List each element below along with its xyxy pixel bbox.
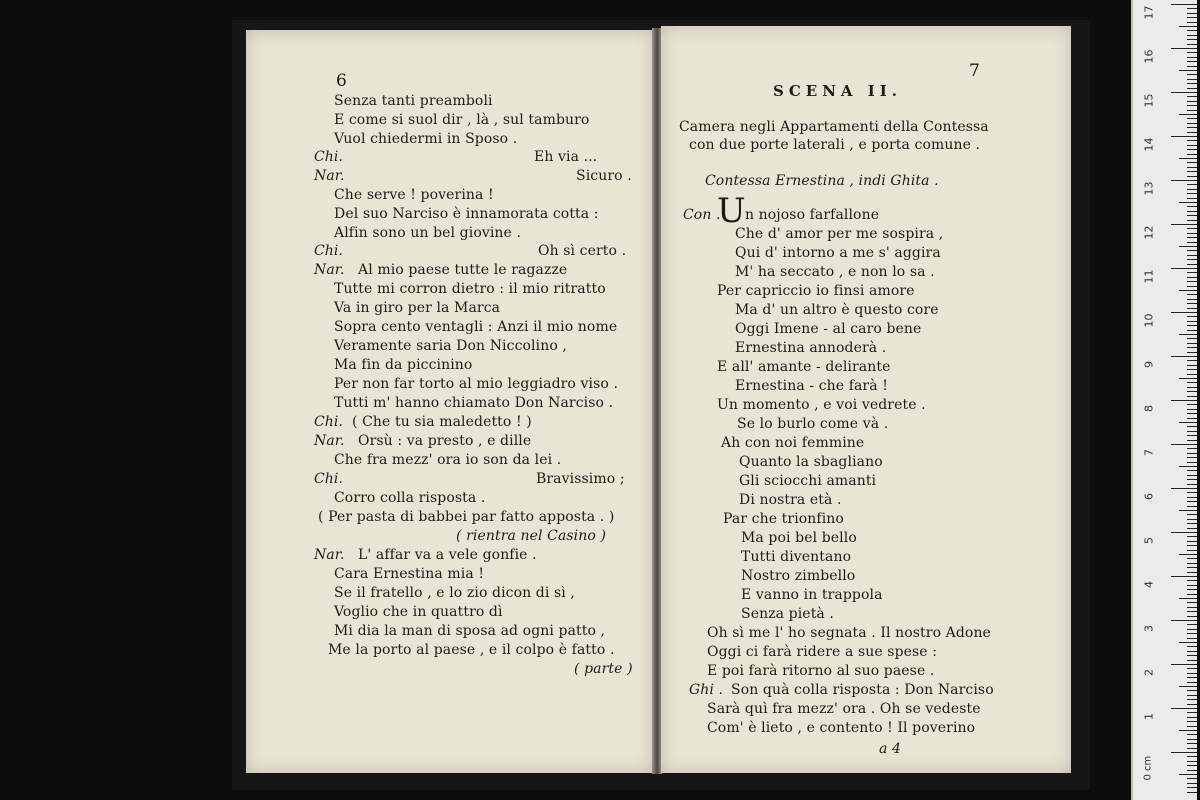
ruler-tick — [1187, 497, 1197, 498]
ruler-tick — [1187, 242, 1197, 243]
ruler-tick — [1187, 127, 1197, 128]
text-line: Senza pietà . — [741, 606, 834, 622]
ruler-tick — [1171, 532, 1197, 533]
ruler-tick — [1187, 770, 1197, 771]
ruler-tick — [1187, 528, 1197, 529]
ruler-tick — [1171, 488, 1197, 489]
ruler-tick — [1187, 303, 1197, 304]
ruler-number: 11 — [1142, 269, 1156, 284]
ruler-tick — [1187, 162, 1197, 163]
text-line: Se il fratello , e lo zio dicon di sì , — [334, 585, 575, 601]
speaker-label: Chi. — [314, 149, 344, 165]
ruler-tick — [1187, 440, 1197, 441]
ruler-number: 10 — [1142, 313, 1156, 328]
ruler-tick — [1187, 475, 1197, 476]
ruler-tick — [1187, 101, 1197, 102]
ruler-tick — [1187, 756, 1197, 757]
ruler-tick — [1187, 712, 1197, 713]
ruler-tick — [1187, 783, 1197, 784]
text-line: n nojoso farfallone — [745, 207, 880, 223]
ruler-tick — [1187, 96, 1197, 97]
speaker-label: Chi. — [314, 243, 344, 259]
signature-mark: a 4 — [879, 741, 902, 757]
text-line: Che serve ! poverina ! — [334, 187, 494, 203]
ruler-tick — [1187, 365, 1197, 366]
ruler-tick — [1187, 611, 1197, 612]
ruler-tick — [1187, 387, 1197, 388]
ruler-tick — [1171, 180, 1197, 181]
ruler-tick — [1187, 321, 1197, 322]
ruler-tick — [1179, 466, 1197, 467]
text-line: Del suo Narciso è innamorata cotta : — [334, 206, 599, 222]
ruler-tick — [1187, 52, 1197, 53]
ruler-tick — [1179, 686, 1197, 687]
ruler-tick — [1187, 761, 1197, 762]
ruler-number: 17 — [1142, 5, 1156, 20]
ruler-tick — [1187, 272, 1197, 273]
text-line: Ah con noi femmine — [721, 435, 865, 451]
text-line: Per capriccio io finsi amore — [717, 283, 915, 299]
ruler-tick — [1187, 514, 1197, 515]
speaker-label: Nar. — [314, 433, 345, 449]
ruler-tick — [1187, 13, 1197, 14]
ruler-tick — [1187, 281, 1197, 282]
ruler-tick — [1171, 268, 1197, 269]
text-line: Qui d' intorno a me s' aggira — [735, 245, 941, 261]
text-line: Vuol chiedermi in Sposo . — [334, 131, 518, 147]
ruler-tick — [1171, 48, 1197, 49]
ruler-tick — [1171, 356, 1197, 357]
ruler-tick — [1187, 633, 1197, 634]
text-line: Va in giro per la Marca — [334, 300, 501, 316]
text-line: Che d' amor per me sospira , — [735, 226, 944, 242]
character-list: Contessa Ernestina , indi Ghita . — [705, 173, 939, 189]
ruler-tick — [1187, 743, 1197, 744]
text-line: Tutti diventano — [741, 549, 852, 565]
ruler-tick — [1187, 39, 1197, 40]
text-line: Gli sciocchi amanti — [739, 473, 877, 489]
text-line: Com' è lieto , e contento ! Il poverino — [707, 720, 976, 736]
text-line: Voglio che in quattro dì — [334, 604, 503, 620]
text-line: Al mio paese tutte le ragazze — [358, 262, 568, 278]
page-number: 7 — [969, 61, 980, 81]
ruler-tick — [1187, 369, 1197, 370]
ruler-tick — [1187, 396, 1197, 397]
ruler-tick — [1187, 792, 1197, 793]
ruler-tick — [1187, 83, 1197, 84]
ruler-tick — [1187, 572, 1197, 573]
ruler-tick — [1187, 391, 1197, 392]
text-line: Cara Ernestina mia ! — [334, 566, 485, 582]
speaker-label: Nar. — [314, 168, 345, 184]
text-line: Oggi Imene - al caro bene — [735, 321, 922, 337]
ruler-tick — [1187, 132, 1197, 133]
ruler-tick — [1171, 312, 1197, 313]
ruler-number: 6 — [1142, 493, 1156, 500]
ruler-tick — [1187, 79, 1197, 80]
ruler-tick — [1187, 448, 1197, 449]
ruler-tick — [1187, 154, 1197, 155]
ruler-tick — [1187, 259, 1197, 260]
text-line: Che fra mezz' ora io son da lei . — [334, 452, 562, 468]
ruler-tick — [1187, 704, 1197, 705]
text-line: Corro colla risposta . — [334, 490, 486, 506]
ruler-tick — [1171, 708, 1197, 709]
ruler-tick — [1187, 17, 1197, 18]
ruler-tick — [1187, 233, 1197, 234]
ruler-tick — [1179, 246, 1197, 247]
ruler-tick — [1179, 26, 1197, 27]
ruler-tick — [1179, 642, 1197, 643]
speaker-label: Nar. — [314, 262, 345, 278]
ruler-tick — [1187, 580, 1197, 581]
ruler-tick — [1187, 413, 1197, 414]
stage-direction: con due porte laterali , e porta comune . — [689, 137, 981, 153]
ruler-tick — [1187, 585, 1197, 586]
ruler-tick — [1187, 717, 1197, 718]
ruler-tick — [1187, 787, 1197, 788]
ruler-tick — [1187, 294, 1197, 295]
text-line: Bravissimo ; — [536, 471, 625, 487]
stage-direction: ( rientra nel Casino ) — [456, 528, 607, 544]
ruler-tick — [1187, 550, 1197, 551]
ruler-tick — [1187, 721, 1197, 722]
ruler-tick — [1187, 250, 1197, 251]
text-line: Mi dia la man di sposa ad ogni patto , — [334, 623, 606, 639]
ruler-tick — [1179, 114, 1197, 115]
speaker-label: Ghi . — [689, 682, 724, 698]
ruler-tick — [1187, 198, 1197, 199]
ruler-tick — [1179, 70, 1197, 71]
text-line: Sicuro . — [576, 168, 632, 184]
ruler-tick — [1187, 44, 1197, 45]
text-line: Oh sì certo . — [538, 243, 627, 259]
ruler-number: 8 — [1142, 405, 1156, 412]
ruler-number: 9 — [1142, 361, 1156, 368]
ruler-tick — [1187, 765, 1197, 766]
ruler-tick — [1179, 730, 1197, 731]
text-line: E vanno in trappola — [741, 587, 883, 603]
ruler-tick — [1187, 594, 1197, 595]
text-line: M' ha seccato , e non lo sa . — [735, 264, 935, 280]
text-line: Par che trionfino — [723, 511, 844, 527]
page-number: 6 — [336, 71, 347, 91]
ruler-tick — [1187, 189, 1197, 190]
text-line: Per non far torto al mio leggiadro viso . — [334, 376, 619, 392]
text-line: Oh sì me l' ho segnata . Il nostro Adone — [707, 625, 991, 641]
ruler-tick — [1187, 602, 1197, 603]
ruler-number: 5 — [1142, 537, 1156, 544]
ruler-tick — [1187, 255, 1197, 256]
speaker-label: Con . — [683, 207, 721, 223]
ruler-tick — [1187, 484, 1197, 485]
text-line: Ma d' un altro è questo core — [735, 302, 939, 318]
ruler-tick — [1187, 237, 1197, 238]
ruler-number: 1 — [1142, 713, 1156, 720]
ruler-tick — [1171, 400, 1197, 401]
scene-title: SCENA II. — [773, 82, 903, 100]
text-line: Oggi ci farà ridere a sue spese : — [707, 644, 938, 660]
ruler-tick — [1187, 382, 1197, 383]
ruler-tick — [1187, 523, 1197, 524]
text-line: Se lo burlo come và . — [737, 416, 889, 432]
ruler-tick — [1187, 519, 1197, 520]
ruler-tick — [1187, 638, 1197, 639]
ruler-tick — [1187, 35, 1197, 36]
speaker-label: Chi. — [314, 471, 344, 487]
ruler-tick — [1187, 8, 1197, 9]
text-line: Quanto la sbagliano — [739, 454, 883, 470]
ruler-tick — [1187, 695, 1197, 696]
text-line: Senza tanti preamboli — [334, 93, 493, 109]
ruler-tick — [1187, 167, 1197, 168]
ruler-tick — [1187, 215, 1197, 216]
ruler-tick — [1187, 673, 1197, 674]
ruler-tick — [1187, 409, 1197, 410]
ruler-tick — [1187, 558, 1197, 559]
ruler-tick — [1187, 206, 1197, 207]
ruler-tick — [1187, 646, 1197, 647]
ruler-tick — [1187, 110, 1197, 111]
ruler-tick — [1187, 277, 1197, 278]
left-page — [246, 30, 653, 773]
speaker-label: Nar. — [314, 547, 345, 563]
ruler-tick — [1187, 184, 1197, 185]
ruler-tick — [1179, 774, 1197, 775]
ruler-tick — [1187, 431, 1197, 432]
ruler-number: 15 — [1142, 93, 1156, 108]
ruler-tick — [1187, 748, 1197, 749]
text-line: Nostro zimbello — [741, 568, 856, 584]
ruler-tick — [1187, 567, 1197, 568]
text-line: Son quà colla risposta : Don Narciso — [731, 682, 994, 698]
ruler-tick — [1187, 88, 1197, 89]
ruler-tick — [1179, 378, 1197, 379]
ruler-number: 12 — [1142, 225, 1156, 240]
text-line: Un momento , e voi vedrete . — [717, 397, 926, 413]
text-line: Eh via ... — [534, 149, 598, 165]
ruler-tick — [1187, 220, 1197, 221]
ruler-number: 2 — [1142, 669, 1156, 676]
ruler-number: 7 — [1142, 449, 1156, 456]
ruler-tick — [1187, 739, 1197, 740]
ruler-tick — [1187, 435, 1197, 436]
ruler-tick — [1187, 352, 1197, 353]
ruler-tick — [1187, 347, 1197, 348]
ruler-tick — [1187, 734, 1197, 735]
stage-direction: ( parte ) — [574, 661, 633, 677]
ruler-tick — [1171, 576, 1197, 577]
ruler-tick — [1187, 589, 1197, 590]
ruler-tick — [1187, 616, 1197, 617]
ruler-tick — [1187, 74, 1197, 75]
text-line: L' affar va a vele gonfie . — [358, 547, 537, 563]
ruler-tick — [1187, 57, 1197, 58]
ruler-unit: 0 cm — [1142, 755, 1154, 781]
ruler-tick — [1179, 422, 1197, 423]
ruler-tick — [1187, 690, 1197, 691]
text-line: Veramente saria Don Niccolino , — [334, 338, 567, 354]
speaker-label: Chi. — [314, 414, 344, 430]
text-line: Sarà quì fra mezz' ora . Oh se vedeste — [707, 701, 981, 717]
text-line: ( Che tu sia maledetto ! ) — [352, 414, 532, 430]
text-line: Alfin sono un bel giovine . — [334, 225, 522, 241]
right-page — [661, 26, 1071, 773]
ruler-tick — [1187, 228, 1197, 229]
stage-direction: Camera negli Appartamenti della Contessa — [679, 119, 989, 135]
text-line: Tutte mi corron dietro : il mio ritratto — [334, 281, 606, 297]
ruler-tick — [1187, 66, 1197, 67]
ruler-tick — [1187, 211, 1197, 212]
ruler-tick — [1187, 470, 1197, 471]
ruler-tick — [1179, 290, 1197, 291]
ruler-tick — [1187, 563, 1197, 564]
ruler-tick — [1187, 193, 1197, 194]
ruler-tick — [1187, 105, 1197, 106]
text-line: Tutti m' hanno chiamato Don Narciso . — [334, 395, 614, 411]
ruler-tick — [1187, 140, 1197, 141]
ruler-tick — [1187, 61, 1197, 62]
ruler-tick — [1187, 308, 1197, 309]
ruler-tick — [1179, 598, 1197, 599]
ruler-tick — [1171, 4, 1197, 5]
ruler-tick — [1187, 299, 1197, 300]
ruler-tick — [1171, 444, 1197, 445]
ruler-number: 3 — [1142, 625, 1156, 632]
ruler-tick — [1179, 510, 1197, 511]
ruler-tick — [1179, 554, 1197, 555]
ruler-tick — [1187, 171, 1197, 172]
ruler-tick — [1179, 334, 1197, 335]
ruler-tick — [1187, 330, 1197, 331]
ruler-tick — [1171, 92, 1197, 93]
ruler-tick — [1187, 123, 1197, 124]
ruler-tick — [1187, 541, 1197, 542]
ruler-tick — [1171, 224, 1197, 225]
ruler-tick — [1187, 501, 1197, 502]
ruler-tick — [1171, 136, 1197, 137]
ruler-tick — [1187, 545, 1197, 546]
text-line: Ernestina annoderà . — [735, 340, 887, 356]
measuring-ruler — [1131, 0, 1197, 800]
ruler-number: 4 — [1142, 581, 1156, 588]
ruler-tick — [1187, 343, 1197, 344]
ruler-tick — [1187, 453, 1197, 454]
ruler-tick — [1187, 176, 1197, 177]
ruler-tick — [1187, 677, 1197, 678]
ruler-tick — [1187, 145, 1197, 146]
text-line: Orsù : va presto , e dille — [358, 433, 532, 449]
ruler-tick — [1187, 374, 1197, 375]
text-line: E all' amante - delirante — [717, 359, 891, 375]
text-line: E poi farà ritorno al suo paese . — [707, 663, 935, 679]
text-line: E come si suol dir , là , sul tamburo — [334, 112, 590, 128]
ruler-tick — [1187, 607, 1197, 608]
ruler-tick — [1187, 682, 1197, 683]
ruler-tick — [1187, 660, 1197, 661]
ruler-tick — [1171, 620, 1197, 621]
ruler-tick — [1179, 158, 1197, 159]
text-line: Sopra cento ventagli : Anzi il mio nome — [334, 319, 618, 335]
ruler-tick — [1187, 699, 1197, 700]
ruler-tick — [1187, 778, 1197, 779]
ruler-tick — [1179, 202, 1197, 203]
ruler-tick — [1187, 118, 1197, 119]
ruler-tick — [1187, 624, 1197, 625]
ruler-tick — [1187, 655, 1197, 656]
text-line: Me la porto al paese , e il colpo è fatto . — [328, 642, 615, 658]
drop-cap: U — [717, 191, 746, 231]
ruler-tick — [1187, 651, 1197, 652]
ruler-tick — [1187, 536, 1197, 537]
ruler-tick — [1187, 668, 1197, 669]
ruler-tick — [1187, 726, 1197, 727]
ruler-tick — [1171, 664, 1197, 665]
text-line: ( Per pasta di babbei par fatto apposta . ) — [318, 509, 615, 525]
ruler-tick — [1187, 360, 1197, 361]
ruler-tick — [1187, 325, 1197, 326]
ruler-tick — [1187, 479, 1197, 480]
ruler-tick — [1187, 404, 1197, 405]
text-line: Ma fin da piccinino — [334, 357, 473, 373]
ruler-tick — [1187, 22, 1197, 23]
ruler-number: 16 — [1142, 49, 1156, 64]
ruler-tick — [1187, 506, 1197, 507]
ruler-number: 14 — [1142, 137, 1156, 152]
ruler-tick — [1187, 264, 1197, 265]
ruler-tick — [1187, 338, 1197, 339]
ruler-tick — [1171, 752, 1197, 753]
text-line: Ernestina - che farà ! — [735, 378, 888, 394]
ruler-tick — [1187, 629, 1197, 630]
ruler-tick — [1187, 462, 1197, 463]
ruler-number: 13 — [1142, 181, 1156, 196]
ruler-tick — [1187, 316, 1197, 317]
ruler-tick — [1187, 286, 1197, 287]
ruler-tick — [1187, 492, 1197, 493]
ruler-tick — [1187, 30, 1197, 31]
ruler-tick — [1187, 149, 1197, 150]
text-line: Ma poi bel bello — [741, 530, 857, 546]
ruler-tick — [1187, 426, 1197, 427]
ruler-tick — [1187, 457, 1197, 458]
text-line: Di nostra età . — [739, 492, 842, 508]
ruler-tick — [1187, 418, 1197, 419]
